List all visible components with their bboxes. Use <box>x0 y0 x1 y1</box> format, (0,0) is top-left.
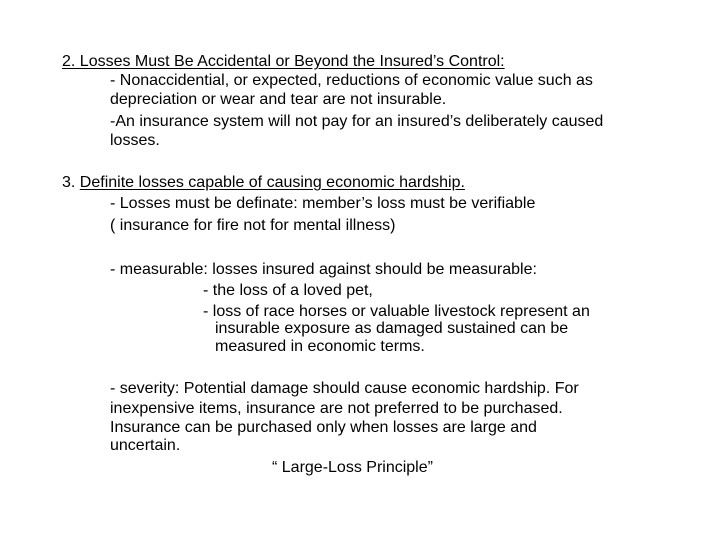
section-2-heading: 2. Losses Must Be Accidental or Beyond the Insured’s Control: <box>62 53 505 70</box>
section-3-heading: Definite losses capable of causing economic hardship. <box>79 174 465 191</box>
section-2-bullet-1-line-2: depreciation or wear and tear are not insurable. <box>110 91 447 108</box>
section-3-measurable-line: - measurable: losses insured against should be measurable: <box>110 261 537 278</box>
section-3-severity-line-2: inexpensive items, insurance are not preferred to be purchased. <box>110 400 563 417</box>
section-2-bullet-2-line-1: -An insurance system will not pay for an insured’s deliberately caused <box>110 113 604 130</box>
section-2-bullet-2-line-2: losses. <box>110 132 160 149</box>
section-3-severity-line-1: - severity: Potential damage should cause economic hardship. For <box>110 380 579 397</box>
section-3-heading-line <box>62 174 465 192</box>
section-3-race-line-1: - loss of race horses or valuable livestock represent an <box>203 303 590 320</box>
section-3-race-line-2: insurable exposure as damaged sustained can be <box>215 320 569 337</box>
section-2-bullet-1-line-1: - Nonaccidential, or expected, reductions of economic value such as <box>110 72 593 89</box>
large-loss-principle: “ Large-Loss Principle” <box>272 459 433 476</box>
section-3-pet-line: - the loss of a loved pet, <box>203 282 373 299</box>
section-3-race-line-3: measured in economic terms. <box>215 338 425 355</box>
section-3-definite-line-2: ( insurance for fire not for mental illness) <box>110 217 396 234</box>
section-3-severity-line-4: uncertain. <box>110 437 181 454</box>
section-3-definite-line-1: - Losses must be definate: member’s loss must be verifiable <box>110 195 536 212</box>
section-3-number: 3. <box>62 174 76 191</box>
section-3-severity-line-3: Insurance can be purchased only when losses are large and <box>110 419 537 436</box>
